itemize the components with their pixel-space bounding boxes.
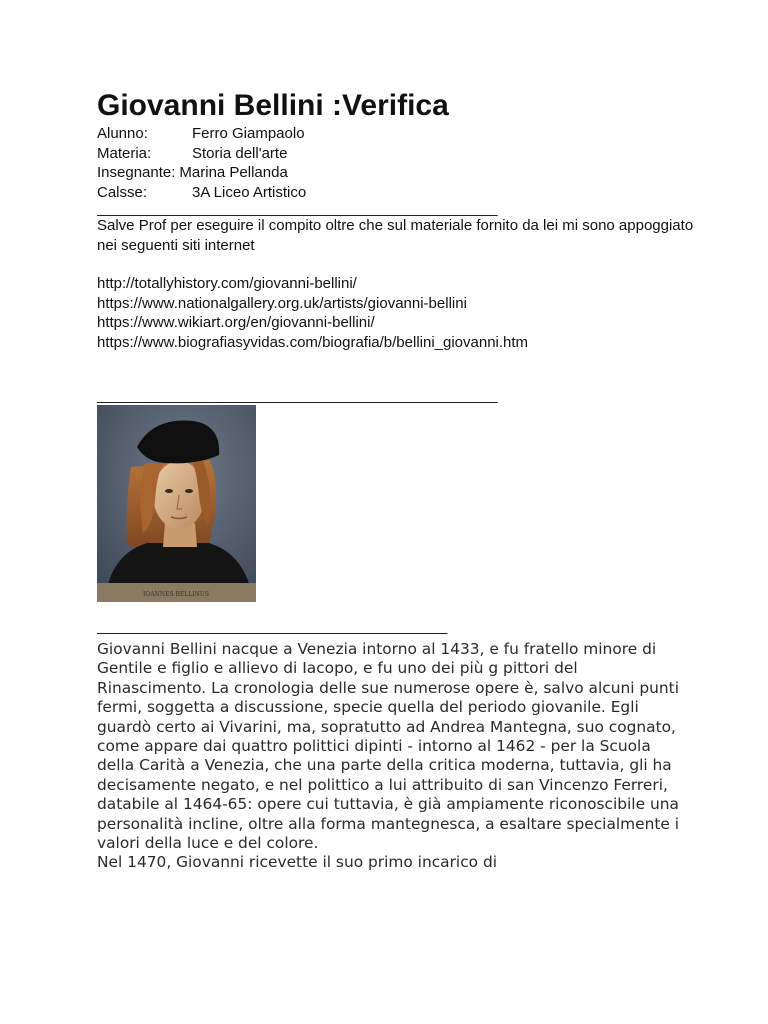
- source-link[interactable]: https://www.nationalgallery.org.uk/artists/giovanni-bellini: [97, 294, 467, 312]
- source-link[interactable]: https://www.biografiasyvidas.com/biografia/b/bellini_giovanni.htm: [97, 333, 529, 351]
- source-links: [97, 274, 697, 352]
- separator-line-3: __________________________________________: [97, 620, 448, 634]
- teacher-value: Marina Pellanda: [179, 164, 288, 181]
- source-link[interactable]: http://totallyhistory.com/giovanni-bellini/: [97, 275, 357, 292]
- biography-paragraph-2: Nel 1470, Giovanni ricevette il suo primo incarico di: [97, 853, 498, 872]
- document-page: [97, 88, 697, 873]
- biography-text: [97, 640, 687, 873]
- intro-note: Salve Prof per eseguire il compito oltre che sul materiale fornito da lei mi sono appoggiato nei seguenti siti internet: [97, 217, 694, 254]
- student-value: Ferro Giampaolo: [192, 125, 305, 142]
- class-label: Calsse:: [97, 183, 148, 201]
- student-label: Alunno:: [97, 125, 148, 142]
- separator-line-2: ________________________________________________: [97, 389, 498, 403]
- biography-paragraph-1: Giovanni Bellini nacque a Venezia intorno al 1433, e fu fratello minore di Gentile e figlio e allievo di Iacopo, e fu uno dei più g pittori del Rinascimento. La cronologia delle sue numerose opere è, salvo alcuni punti fermi, soggetta a discussione, specie quella del periodo giovanile. Egli guardò certo ai Vivarini, ma, sopratutto ad Andrea Mantegna, suo cognato, come appare dai quattro polittici dipinti - intorno al 1462 - per la Scuola della Carità a Venezia, che una parte della critica moderna, tuttavia, gli ha decisamente negato, e nel polittico a lui attribuito di san Vincenzo Ferreri, databile al 1464-65: opere cui tuttavia, è già ampiamente riconoscibile una personalità incline, oltre alla forma mantegnesca, a esaltare specialmente i valori della luce e del colore.: [97, 640, 680, 853]
- bellini-portrait-image: [97, 405, 256, 602]
- class-row: [97, 183, 697, 203]
- subject-label: Materia:: [97, 144, 152, 162]
- student-info: [97, 124, 697, 202]
- document-title: Giovanni Bellini :Verifica: [97, 89, 449, 122]
- teacher-row: [97, 163, 697, 183]
- class-value: 3A Liceo Artistico: [192, 183, 307, 201]
- portrait-inscription: IOANNES BELLINUS: [142, 591, 210, 598]
- student-row: [97, 124, 697, 144]
- teacher-label: Insegnante:: [97, 164, 176, 181]
- subject-value: Storia dell'arte: [192, 144, 288, 162]
- separator-line-1: ________________________________________________: [97, 202, 498, 216]
- subject-row: [97, 144, 697, 164]
- source-link[interactable]: https://www.wikiart.org/en/giovanni-bellini/: [97, 314, 375, 331]
